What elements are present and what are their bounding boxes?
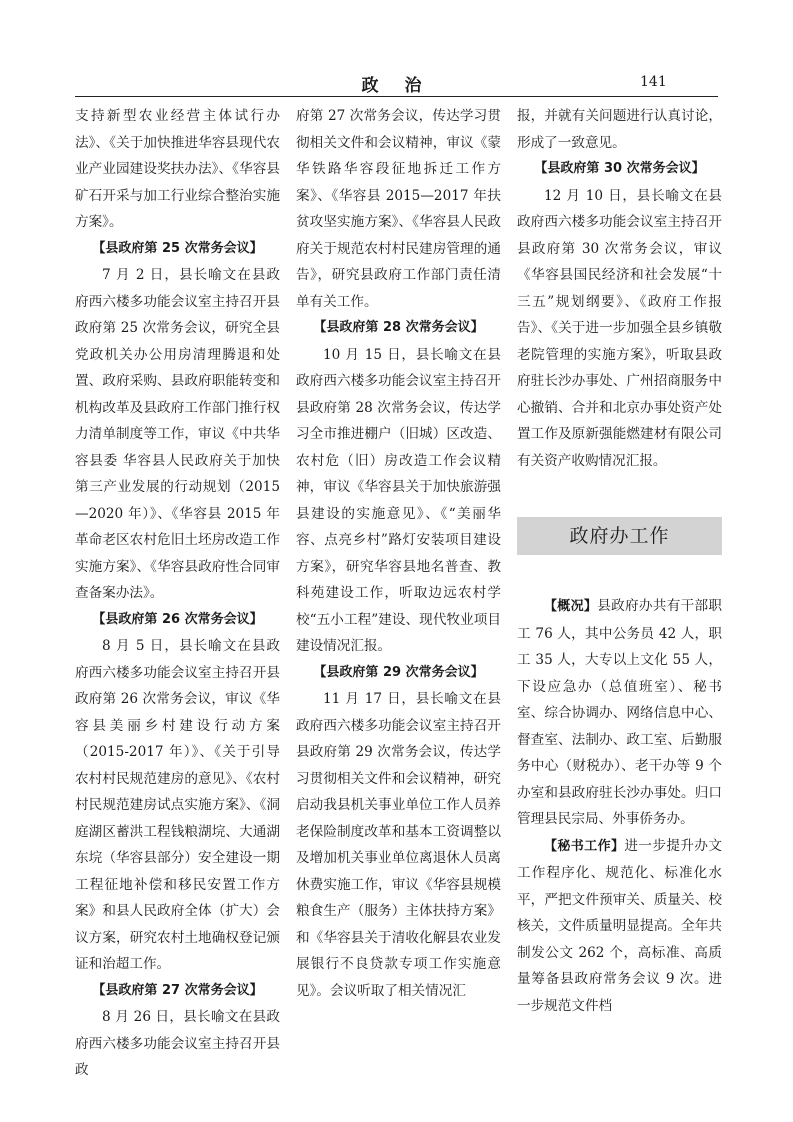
section-heading: 【县政府第 30 次常务会议】: [534, 161, 705, 176]
paragraph: 10 月 15 日，县长喻文在县政府西六楼多功能会议室主持召开县政府第 28 次常务会议，传达学习全市推进棚户（旧城）区改造、农村危（旧）房改造工作会议精神，审议《华容县关于加快旅游强县建设的实施意见》、《“美丽华容、点亮乡村”路灯安装项目建设方案》，研究华容县地名普查、教科苑建设工作，听取边远农村学校“五小工程”建设、现代牧业项目建设情况汇报。: [296, 346, 501, 654]
paragraph: 11 月 17 日，县长喻文在县政府西六楼多功能会议室主持召开县政府第 29 次常务会议，传达学习贯彻相关文件和会议精神，研究启动我县机关事业单位工作人员养老保险制度改革和基本工资调整以及增加机关事业单位离退休人员离休费实施工作，审议《华容县规模粮食生产（服务）主体扶持方案》和《华容县关于清收化解县农业发展银行不良贷款专项工作实施意见》。会议听取了相关情况汇: [296, 691, 501, 999]
section-heading: 【县政府第 26 次常务会议】: [92, 611, 263, 627]
paragraph: 7 月 2 日，县长喻文在县政府西六楼多功能会议室主持召开县政府第 25 次常务会议，研究全县党政机关办公用房清理腾退和处置、政府采购、县政府职能转变和机构改革及县政府工作部门推行权力清单制度等工作，审议《中共华容县委 华容县人民政府关于加快第三产业发展的行动规划（2015—2020 年）》、《华容县 2015 年革命老区农村危旧土坯房改造工作实施方案》、《华容县政府性合同审查备案办法》。: [75, 267, 280, 601]
section-heading: 【县政府第 28 次常务会议】: [313, 320, 484, 335]
section-heading: 【县政府第 25 次常务会议】: [92, 240, 263, 256]
paragraph: [517, 833, 722, 1020]
paragraph: 12 月 10 日，县长喻文在县政府西六楼多功能会议室主持召开县政府第 30 次常务会议，审议《华容县国民经济和社会发展“十三五”规划纲要》、《政府工作报告》、《关于进一步加强全县乡镇敬老院管理的实施方案》，听取县政府驻长沙办事处、广州招商服务中心撤销、合并和北京办事处资产处置工作及原新强能燃建材有限公司有关资产收购情况汇报。: [517, 187, 722, 469]
paragraph: 8 月 26 日，县长喻文在县政府西六楼多功能会议室主持召开县政: [75, 1009, 280, 1078]
paragraph: 8 月 5 日，县长喻文在县政府西六楼多功能会议室主持召开县政府第 26 次常务会议，审议《华容县美丽乡村建设行动方案（2015-2017 年）》、《关于引导农村村民规范建房的意见》、《农村村民规范建房试点实施方案》、《洞庭湖区蓄洪工程钱粮湖垸、大通湖东垸（华容县部分）安全建设一期工程征地补偿和移民安置工作方案》和县人民政府全体（扩大）会议方案，研究农村土地确权登记颁证和治超工作。: [75, 638, 280, 972]
paragraph-tag: 【概况】: [544, 599, 598, 614]
paragraph-text: 县政府办共有干部职工 76 人，其中公务员 42 人，职工 35 人，大专以上文化 55 人，下设应急办（总值班室）、秘书室、综合协调办、网络信息中心、督查室、法制办、政工室、后勤服务中心（财税办）、老干办等 9 个办室和县政府驻长沙办事处。归口管理县民宗局、外事侨务办。: [517, 598, 722, 827]
paragraph: [517, 593, 722, 833]
section-heading: 【县政府第 27 次常务会议】: [92, 982, 263, 998]
text-column-2: [296, 103, 501, 1004]
paragraph-text: 进一步提升办文工作程序化、规范化、标准化水平，严把文件预审关、质量关、校核关，文件质量明显提高。全年共制发公文 262 个，高标准、高质量筹备县政府常务会议 9 次。进一步规范文件档: [517, 837, 722, 1014]
section-title-box: 政府办工作: [517, 517, 722, 555]
text-column-3: [517, 103, 722, 1019]
section-heading: 【县政府第 29 次常务会议】: [313, 664, 484, 680]
page-number: 141: [640, 74, 667, 90]
header-divider: [75, 96, 718, 97]
paragraph: 府第 27 次常务会议，传达学习贯彻相关文件和会议精神，审议《蒙华铁路华容段征地拆迁工作方案》、《华容县 2015—2017 年扶贫攻坚实施方案》、《华容县人民政府关于规范农村村民建房管理的通告》，研究县政府工作部门责任清单有关工作。: [296, 108, 501, 310]
text-column-1: [75, 103, 280, 1084]
paragraph-tag: 【秘书工作】: [544, 838, 625, 854]
paragraph: 报，并就有关问题进行认真讨论，形成了一致意见。: [517, 108, 722, 151]
paragraph: 支持新型农业经营主体试行办法》、《关于加快推进华容县现代农业产业园建设奖扶办法》、《华容县矿石开采与加工行业综合整治实施方案》。: [75, 108, 280, 230]
page-header-title: 政 治: [361, 76, 432, 96]
